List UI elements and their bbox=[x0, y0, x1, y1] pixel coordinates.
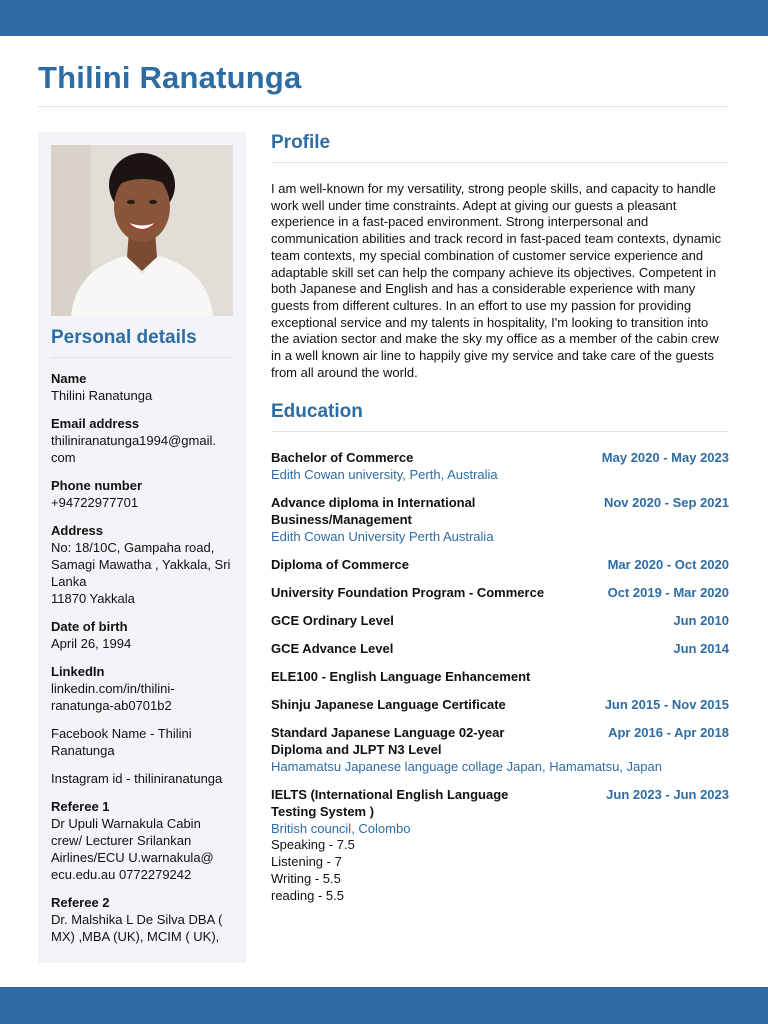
detail-date-of-birth bbox=[51, 618, 235, 652]
education-institution: Hamamatsu Japanese language collage Japan, Hamamatsu, Japan bbox=[271, 759, 662, 775]
education-item bbox=[271, 612, 729, 629]
education-item bbox=[271, 640, 729, 657]
detail-value: linkedin.com/in/thilini-ranatunga-ab0701b2 bbox=[51, 681, 175, 713]
detail-label: Address bbox=[51, 523, 104, 538]
education-date: May 2020 - May 2023 bbox=[601, 450, 729, 466]
detail-facebook bbox=[51, 725, 235, 759]
detail-linkedin bbox=[51, 663, 235, 714]
education-item bbox=[271, 494, 729, 545]
bottom-banner bbox=[0, 987, 768, 1024]
detail-value: Thilini Ranatunga bbox=[51, 388, 153, 403]
detail-instagram bbox=[51, 770, 235, 787]
education-list bbox=[271, 449, 729, 904]
education-title: GCE Advance Level bbox=[271, 641, 394, 657]
education-title: Diploma of Commerce bbox=[271, 557, 409, 573]
education-title: ELE100 - English Language Enhancement bbox=[271, 669, 531, 685]
detail-value: Dr. Malshika L De Silva DBA ( MX) ,MBA (UK), MCIM ( UK), bbox=[51, 912, 223, 944]
detail-label: LinkedIn bbox=[51, 664, 105, 679]
education-date: Jun 2010 bbox=[673, 613, 729, 629]
education-date: Mar 2020 - Oct 2020 bbox=[607, 557, 729, 573]
profile-photo bbox=[51, 145, 233, 316]
detail-label: Email address bbox=[51, 416, 140, 431]
name-divider bbox=[38, 106, 729, 107]
detail-label: Phone number bbox=[51, 478, 143, 493]
personal-sidebar bbox=[38, 132, 246, 963]
education-title: IELTS (International English Language Testing System ) bbox=[271, 787, 509, 820]
detail-label: Referee 1 bbox=[51, 799, 110, 814]
education-title: Advance diploma in International Business/Management bbox=[271, 495, 476, 528]
top-banner bbox=[0, 0, 768, 36]
education-institution: British council, Colombo bbox=[271, 821, 411, 837]
education-scores: Speaking - 7.5 Listening - 7 Writing - 5.5 reading - 5.5 bbox=[271, 837, 355, 903]
education-item bbox=[271, 696, 729, 713]
main-column bbox=[271, 132, 729, 916]
personal-details-divider bbox=[51, 357, 233, 358]
profile-heading: Profile bbox=[271, 132, 331, 153]
education-institution: Edith Cowan university, Perth, Australia bbox=[271, 467, 498, 483]
education-date: Apr 2016 - Apr 2018 bbox=[608, 725, 729, 741]
education-item bbox=[271, 786, 729, 904]
education-title: Standard Japanese Language 02-year Diploma and JLPT N3 Level bbox=[271, 725, 505, 758]
detail-value: thiliniranatunga1994@gmail. com bbox=[51, 433, 216, 465]
personal-details-list bbox=[51, 370, 235, 956]
detail-address bbox=[51, 522, 235, 607]
education-item bbox=[271, 449, 729, 483]
education-item bbox=[271, 668, 729, 685]
education-heading: Education bbox=[271, 401, 363, 423]
detail-phone bbox=[51, 477, 235, 511]
profile-summary: I am well-known for my versatility, strong people skills, and capacity to handle work well under time constraints. Adept at giving our guests a pleasant experience in a fast-paced environment. Strong interpersonal and communication abilities and track record in fast-paced team contexts, dynamic team contexts, my special combination of customer service experience and adaptable skill set can help the company achieve its objectives. Competent in both Japanese and English and has a considerable experience with many guests from different cultures. In an effort to use my passion for providing exceptional service and my talents in hospitality, I'm looking to transition into the aviation sector and make the sky my office as a member of the cabin crew in a well known air line to happily give my service and take care of the guests from all around the world. bbox=[271, 181, 722, 380]
education-date: Jun 2023 - Jun 2023 bbox=[606, 787, 729, 803]
detail-value: +94722977701 bbox=[51, 495, 139, 510]
detail-label: Date of birth bbox=[51, 619, 128, 634]
profile-divider bbox=[271, 162, 729, 163]
education-institution: Edith Cowan University Perth Australia bbox=[271, 529, 494, 545]
education-divider bbox=[271, 431, 729, 432]
detail-value: April 26, 1994 bbox=[51, 636, 132, 651]
education-date: Nov 2020 - Sep 2021 bbox=[603, 495, 729, 511]
education-date: Jun 2015 - Nov 2015 bbox=[604, 697, 729, 713]
education-item bbox=[271, 724, 729, 775]
detail-referee-2 bbox=[51, 894, 235, 945]
detail-email bbox=[51, 415, 235, 466]
education-date: Oct 2019 - Mar 2020 bbox=[607, 585, 729, 601]
education-date: Jun 2014 bbox=[673, 641, 729, 657]
personal-details-heading: Personal details bbox=[51, 327, 197, 348]
education-item bbox=[271, 556, 729, 573]
profile-photo-illustration bbox=[51, 145, 233, 316]
education-item bbox=[271, 584, 729, 601]
detail-label: Name bbox=[51, 371, 87, 386]
detail-value: Instagram id - thiliniranatunga bbox=[51, 771, 223, 786]
resume-name: Thilini Ranatunga bbox=[38, 60, 302, 95]
detail-name bbox=[51, 370, 235, 404]
education-title: University Foundation Program - Commerce bbox=[271, 585, 545, 601]
detail-value: No: 18/10C, Gampaha road, Samagi Mawatha , Yakkala, Sri Lanka 11870 Yakkala bbox=[51, 540, 231, 606]
detail-referee-1 bbox=[51, 798, 235, 883]
education-title: GCE Ordinary Level bbox=[271, 613, 394, 629]
education-title: Bachelor of Commerce bbox=[271, 450, 414, 466]
detail-value: Dr Upuli Warnakula Cabin crew/ Lecturer Srilankan Airlines/ECU U.warnakula@ ecu.edu.au 0772279242 bbox=[51, 816, 214, 882]
detail-label: Referee 2 bbox=[51, 895, 110, 910]
education-title: Shinju Japanese Language Certificate bbox=[271, 697, 506, 713]
detail-value: Facebook Name - Thilini Ranatunga bbox=[51, 726, 192, 758]
